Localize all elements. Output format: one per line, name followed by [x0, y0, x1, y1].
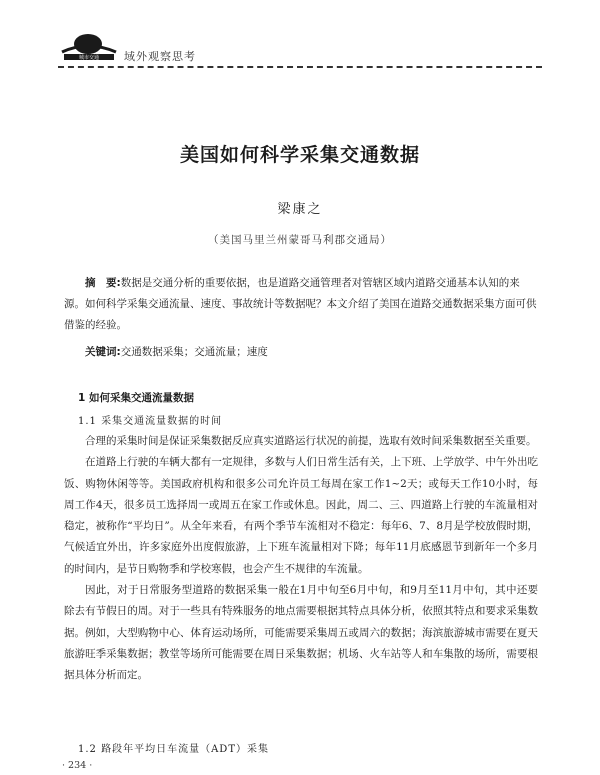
abstract-text: 数据是交通分析的重要依据，也是道路交通管理者对管辖区域内道路交通基本认知的来源。如何科学采集交通流量、速度、事故统计等数据呢？本文介绍了美国在道路交通数据采集方面可供借鉴的经验。 [64, 277, 537, 331]
paragraph: 在道路上行驶的车辆大都有一定规律，多数与人们日常生活有关，上下班、上学放学、中午外出吃饭、购物休闲等等。美国政府机构和很多公司允许员工每周在家工作1~2天；或每天工作10小时，每周工作4天，很多员工选择周一或周五在家工作或休息。因此，周二、三、四道路上行驶的车流量相对稳定，被称作“平均日”。从全年来看，有两个季节车流相对不稳定：每年6、7、8月是学校放假时期，气候适宜外出，许多家庭外出度假旅游，上下班车流量相对下降；每年11月底感恩节到新年一个多月的时间内，是节日购物季和学校寒假，也会产生不规律的车流量。 [64, 456, 538, 575]
section-label: 域外观察思考 [124, 50, 196, 63]
running-header [58, 30, 548, 70]
abstract-label: 摘 要: [85, 277, 121, 289]
journal-logo-icon [58, 30, 120, 64]
author: 梁康之 [277, 202, 323, 217]
page-number: · 234 · [62, 760, 93, 771]
keywords-label: 关键词: [85, 346, 121, 358]
logo-text: 城市交通 [78, 55, 100, 61]
article-title: 美国如何科学采集交通数据 [179, 144, 420, 166]
paragraph: 因此，对于日常服务型道路的数据采集一般在1月中旬至6月中旬，和9月至11月中旬，其中还要除去有节假日的周。对于一些具有特殊服务的地点需要根据其特点具体分析，依照其特点和要求采集数据。例如，大型购物中心、体育运动场所，可能需要采集周五或周六的数据；海滨旅游城市需要在夏天旅游旺季采集数据；教堂等场所可能需要在周日采集数据；机场、火车站等人和车集散的场所，需要根据具体分析而定。 [64, 584, 538, 682]
section-heading-1-1: 1.1 采集交通流量数据的时间 [78, 416, 223, 427]
keywords-text: 交通数据采集；交通流量；速度 [120, 346, 268, 358]
abstract [64, 273, 538, 336]
body-text [64, 431, 538, 687]
section-heading-1: 1 如何采集交通流量数据 [78, 392, 194, 404]
affiliation: （美国马里兰州蒙哥马利郡交通局） [208, 234, 392, 246]
header-rule [58, 66, 542, 68]
keywords [64, 344, 538, 359]
paragraph: 合理的采集时间是保证采集数据反应真实道路运行状况的前提，选取有效时间采集数据至关重要。 [85, 435, 537, 447]
section-heading-1-2: 1.2 路段年平均日车流量（ADT）采集 [78, 744, 269, 755]
